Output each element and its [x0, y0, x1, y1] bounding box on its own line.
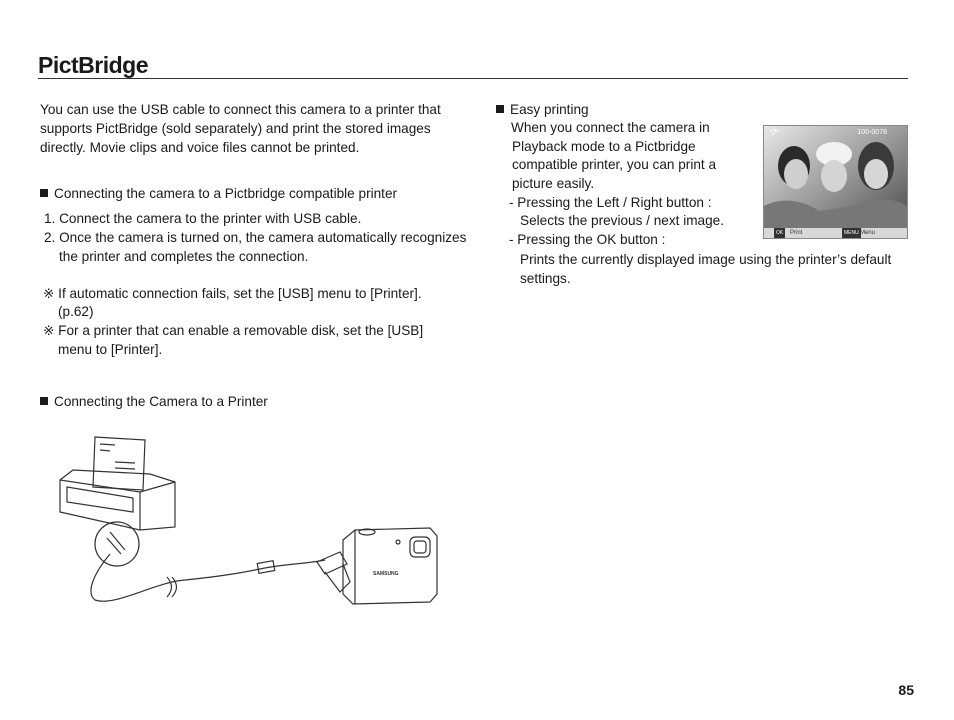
easy-printing-line: Playback mode to a Pictbridge: [512, 139, 696, 154]
easy-printing-line: settings.: [520, 271, 571, 286]
screen-button-bar: [764, 228, 907, 238]
page-number: 85: [898, 682, 914, 698]
intro-line: You can use the USB cable to connect this camera to a printer that: [40, 102, 441, 117]
note-item: menu to [Printer].: [58, 342, 163, 357]
menu-label: Menu: [860, 230, 876, 236]
print-label: Print: [790, 230, 803, 236]
menu-button-icon: MENU: [844, 230, 859, 236]
easy-printing-line: compatible printer, you can print a: [512, 157, 717, 172]
printer-icon: [60, 470, 175, 530]
section-heading-connect-printer: [40, 394, 268, 409]
ok-button-icon: OK: [776, 230, 784, 236]
printer-camera-connection-illustration: [55, 432, 455, 607]
note-item: ※ If automatic connection fails, set the [USB] menu to [Printer].: [43, 286, 422, 301]
photo-three-women-image: [764, 126, 907, 238]
intro-line: directly. Movie clips and voice files cannot be printed.: [40, 140, 360, 155]
usb-cable: [91, 554, 325, 601]
printer-paper-icon: [93, 437, 145, 490]
camera-lens-icon: [410, 537, 430, 557]
section-heading-text: Easy printing: [510, 102, 589, 117]
page-title: PictBridge: [38, 52, 149, 78]
section-heading-easy-printing: [496, 102, 589, 117]
step-item: the printer and completes the connection.: [59, 249, 309, 264]
section-heading-text: Connecting the Camera to a Printer: [54, 394, 268, 409]
camera-brand-text: SAMSUNG: [373, 571, 399, 577]
title-rule: [38, 78, 908, 79]
note-item: ※ For a printer that can enable a removable disk, set the [USB]: [43, 323, 424, 338]
easy-printing-line: - Pressing the Left / Right button :: [509, 195, 712, 210]
section-heading-text: Connecting the camera to a Pictbridge compatible printer: [54, 186, 398, 201]
step-item: 1. Connect the camera to the printer with USB cable.: [44, 211, 362, 226]
camera-screen-photo: [763, 125, 908, 239]
easy-printing-line: - Pressing the OK button :: [509, 232, 666, 247]
file-number: 100-0078: [857, 129, 887, 136]
step-item: 2. Once the camera is turned on, the camera automatically recognizes: [44, 230, 467, 245]
bullet-square-icon: [40, 189, 48, 197]
section-heading-connect-pictbridge: [40, 186, 397, 201]
bullet-square-icon: [496, 105, 504, 113]
easy-printing-line: Selects the previous / next image.: [520, 213, 725, 228]
intro-line: supports PictBridge (sold separately) and print the stored images: [40, 121, 431, 136]
easy-printing-line: When you connect the camera in: [511, 120, 710, 135]
easy-printing-line: Prints the currently displayed image using the printer’s default: [520, 252, 892, 267]
easy-printing-line: picture easily.: [512, 176, 595, 191]
note-item: (p.62): [58, 304, 94, 319]
camera-icon: [343, 528, 437, 604]
bullet-square-icon: [40, 397, 48, 405]
